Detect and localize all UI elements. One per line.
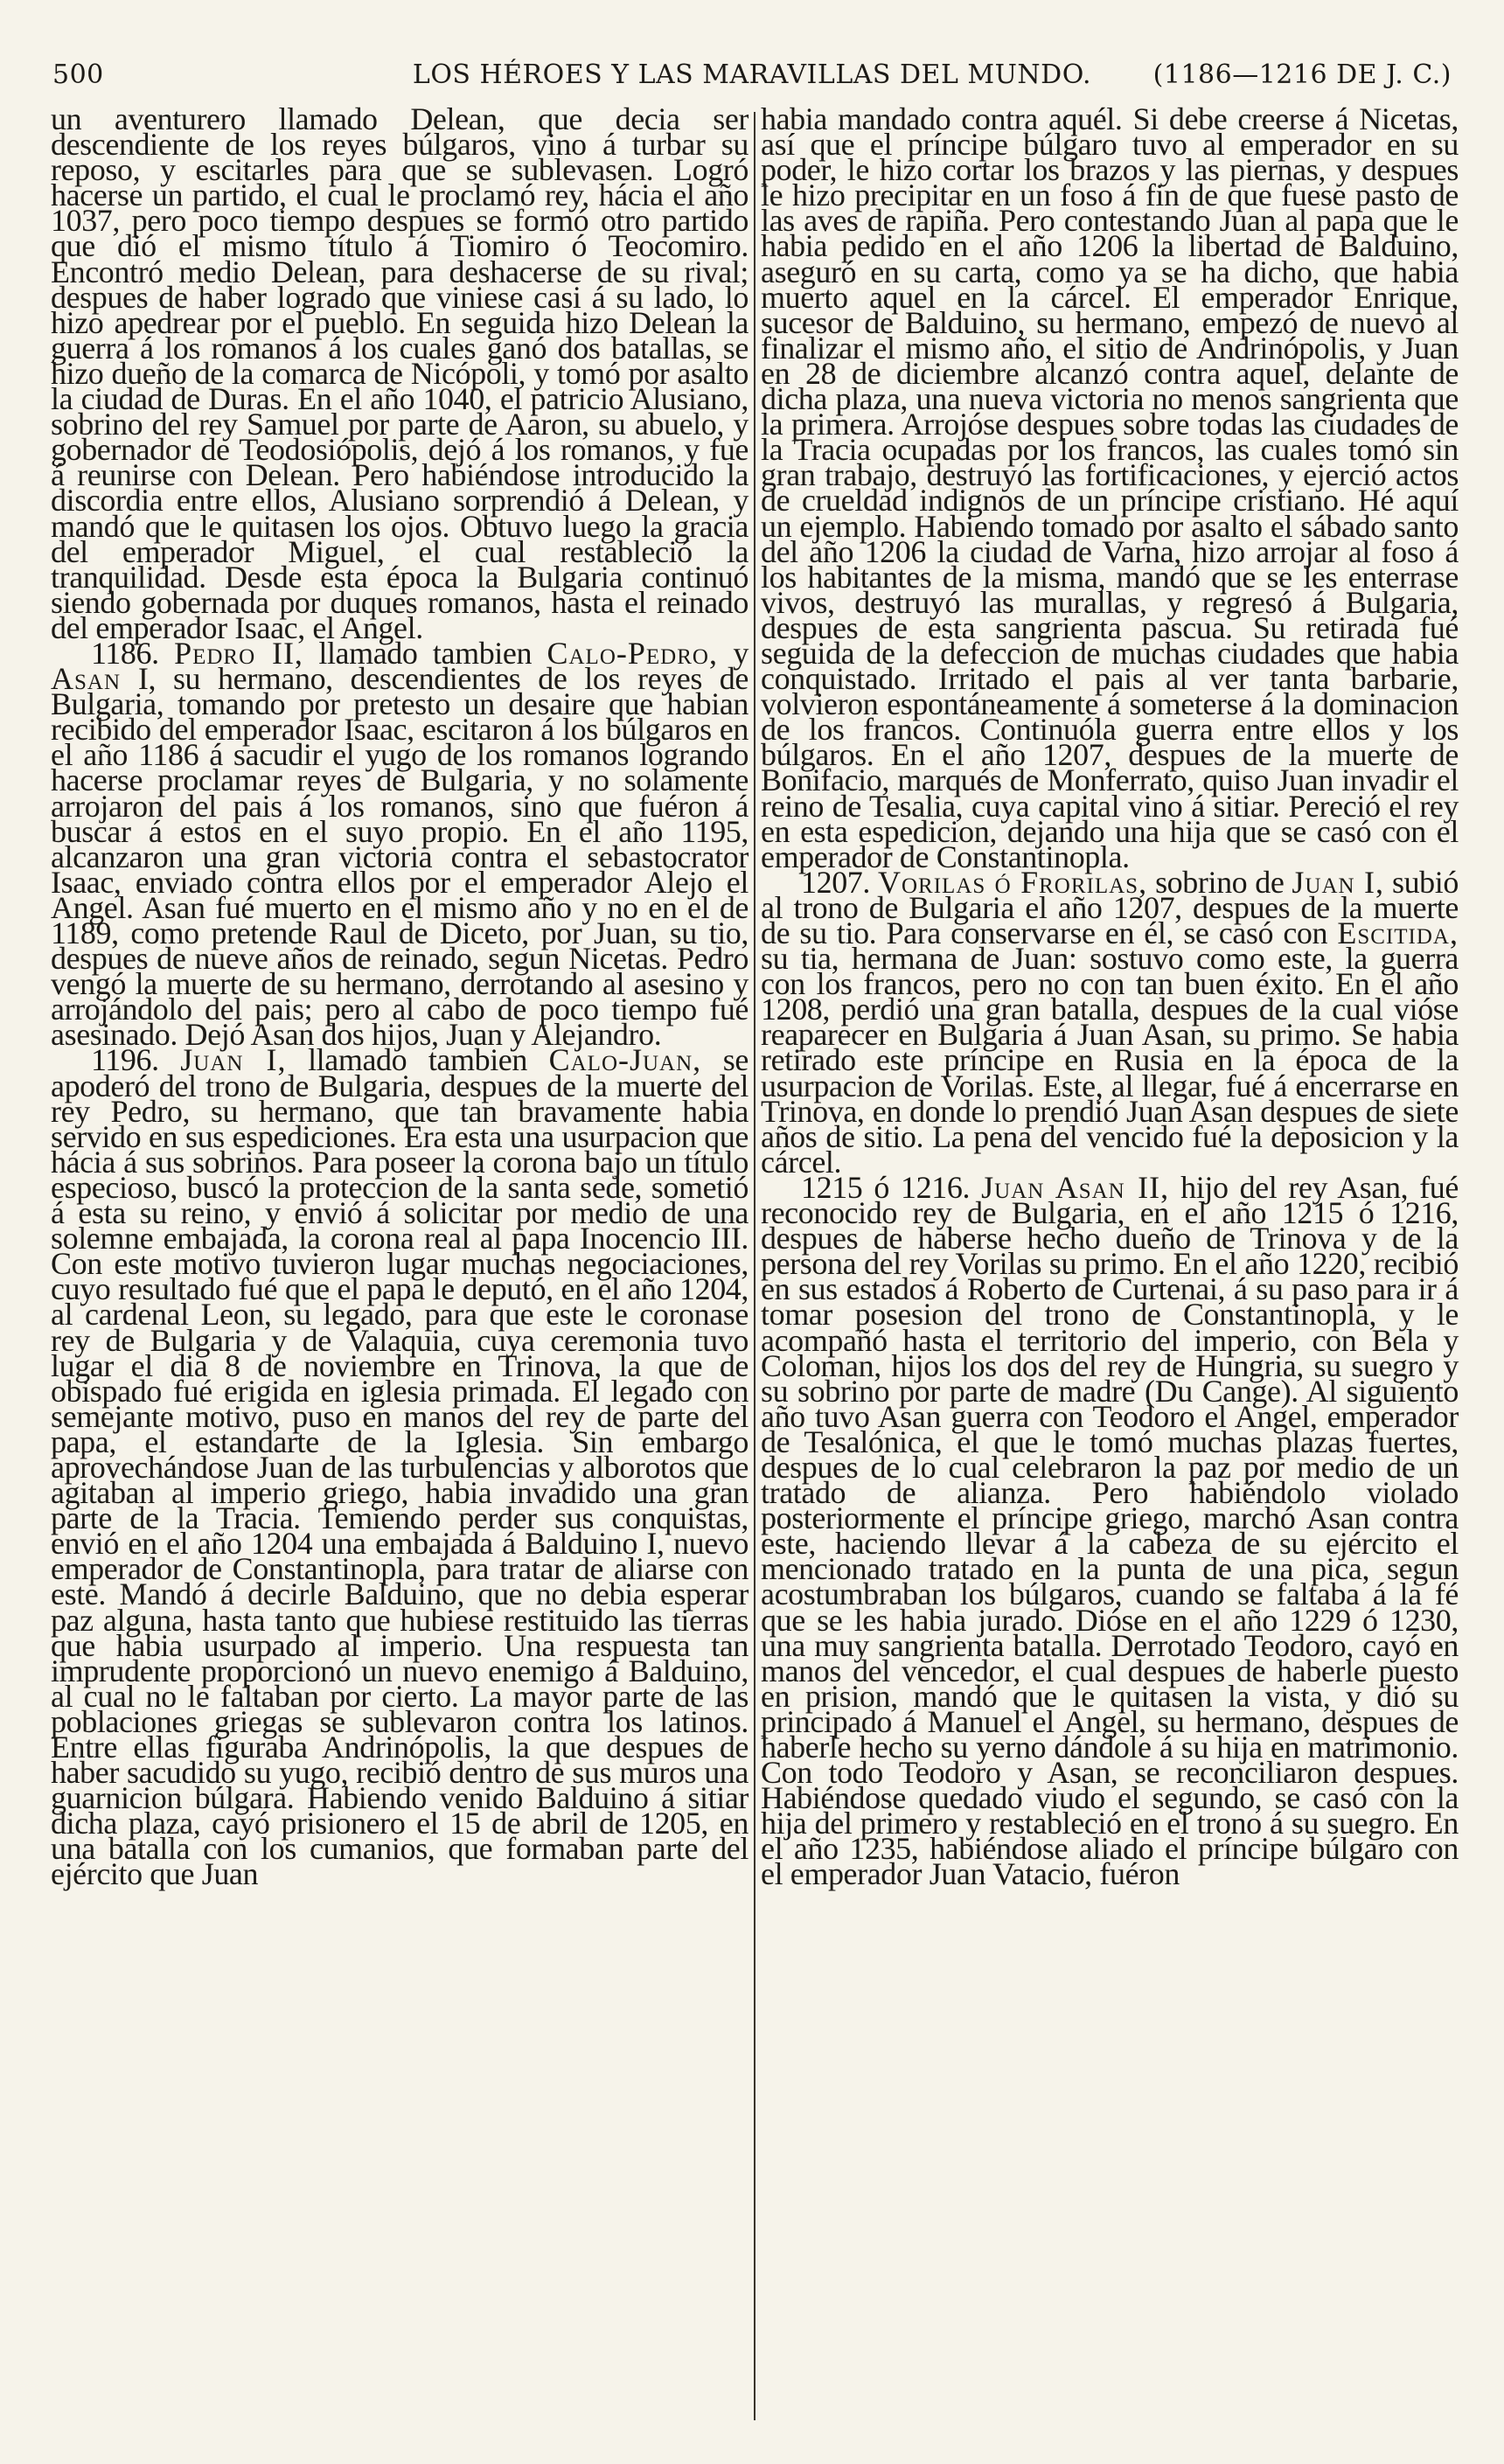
page-number: 500 [52, 59, 104, 90]
ruler-ref: Juan I, [1292, 864, 1384, 900]
entry-text: I, su hermano, descendientes de los reyes de Bulgaria, tomando por pretesto un desaire que habian recibido del emperador Isaac, escitaron á los búlgaros en el año 1186 á sacudir el yugo de los romanos logrando hacerse proclamar reyes de Bulgaria, y no solamente arrojaron del pais á los romanos, sino que fuéron á buscar á estos en el suyo propio. En el año 1195, alcanzaron una gran victoria contra el sebastocrator Isaac, enviado contra ellos por el emperador Alejo el Angel. Asan fué muerto en el mismo año y no en el de 1189, como pretende Raul de Diceto, por Juan, su tio, despues de nueve años de reinado, segun Nicetas. Pedro vengó la muerte de su hermano, derrotando al asesino y arrojándolo del pais; pero al cabo de poco tiempo fué asesinado. Dejó Asan dos hijos, Juan y Alejandro. [51, 661, 749, 1053]
entry-connector: llamado tambien [318, 635, 533, 671]
entry-text: hijo del rey Asan, fué reconocido rey de Bulgaria, en el año 1215 ó 1216, despues de haberse hecho dueño de Trinova y de la persona del rey Vorilas su primo. En el año 1220, recibió en sus estados á Roberto de Curtenai, á su paso para ir á tomar posesion del trono de Constantinopla, y le acompañó hasta el territorio del imperio, con Bela y Coloman, hijos los dos del rey de Hungria, su suegro y su sobrino por parte de madre (Du Cange). Al siguiento año tuvo Asan guerra con Teodoro el Angel, emperador de Tesalónica, el que le tomó muchas plazas fuertes, despues de lo cual celebraron la paz por medio de un tratado de alianza. Pero habiéndolo violado posteriormente el príncipe griego, marchó Asan contra este, haciendo llevar á la cabeza de su ejército el mencionado tratado en la punta de una pica, segun acostumbraban los búlgaros, cuando se faltaba á la fé que se les habia jurado. Dióse en el año 1229 ó 1230, una muy sangrienta batalla. Derrotado Teodoro, cayó en manos del vencedor, el cual despues de haberle puesto en prision, mandó que le quitasen la vista, y dió su principado á Manuel el Angel, su hermano, despues de haberle hecho su yerno dándole á su hija en matrimonio. Con todo Teodoro y Asan, se reconciliaron despues. Habiéndose quedado viudo el segundo, se casó con la hija del primero y restableció en el trono á su suegro. En el año 1235, habiéndose aliado el príncipe búlgaro con el emperador Juan Vatacio, fuéron [761, 1169, 1459, 1892]
left-column [51, 101, 749, 1892]
entry-year: 1196. [91, 1042, 159, 1078]
entry-year: 1215 ó 1216. [801, 1169, 971, 1205]
paragraph-vorilas [761, 864, 1459, 1180]
entry-text: subió al trono de Bulgaria el año 1207, despues de la muerte de su tio. Para conservarse en él, se casó con [761, 864, 1459, 950]
entry-year: 1207. [801, 864, 871, 900]
ruler-alias: Calo-Pedro, [547, 635, 718, 671]
paragraph-continuation: habia mandado contra aquél. Si debe creerse á Nicetas, así que el príncipe búlgaro tuvo al emperador en su poder, le hizo cortar los brazos y las piernas, y despues le hizo precipitar en un foso á fin de que fuese pasto de las aves de rapiña. Pero contestando Juan al papa que le habia pedido en el año 1206 la libertad de Balduino, aseguró en su carta, como ya se ha dicho, que habia muerto aquel en la cárcel. El emperador Enrique, sucesor de Balduino, su hermano, empezó de nuevo al finalizar el mismo año, el sitio de Andrinópolis, y Juan en 28 de diciembre alcanzó contra aquel, delante de dicha plaza, una nueva victoria no menos sangrienta que la primera. Arrojóse despues sobre todas las ciudades de la Tracia ocupadas por los francos, las cuales tomó sin gran trabajo, destruyó las fortificaciones, y ejerció actos de crueldad indignos de un príncipe cristiano. Hé aquí un ejemplo. Habiendo tomado por asalto el sábado santo del año 1206 la ciudad de Varna, hizo arrojar al foso á los habitantes de la misma, mandó que se les enterrase vivos, destruyó las murallas, y regresó á Bulgaria, despues de esta sangrienta pascua. Su retirada fué seguida de la defeccion de muchas ciudades que habia conquistado. Irritado el pais al ver tanta barbarie, volvieron espontáneamente á someterse á la dominacion de los francos. Continuóla guerra entre ellos y los búlgaros. En el año 1207, despues de la muerte de Bonifacio, marqués de Monferrato, quiso Juan invadir el reino de Tesalia, cuya capital vino á sitiar. Pereció el rey en esta espedicion, dejando una hija que se casó con el emperador de Constantinopla. [761, 101, 1459, 874]
person-name: Escitida, [1337, 915, 1459, 950]
ruler-name: Juan Asan II, [981, 1169, 1170, 1205]
entry-connector: llamado tambien [308, 1042, 527, 1078]
paragraph-juan-asan-ii [761, 1169, 1459, 1892]
ruler-name: Vorilas ó Frorilas, [878, 864, 1148, 900]
running-header [52, 59, 1452, 103]
right-column [761, 101, 1459, 1892]
paragraph-pedro-ii [51, 635, 749, 1053]
ruler-name: Asan [51, 661, 122, 697]
entry-connector: sobrino de [1155, 864, 1285, 900]
date-range: (1186—1216 DE J. C.) [1152, 59, 1452, 90]
entry-text: su tia, hermana de Juan: sostuvo como este, la guerra con los francos, pero no con tan buen éxito. En el año 1208, perdió una gran batalla, despues de la cual vióse reaparecer en Bulgaria á Juan Asan, su primo. Se habia retirado este príncipe en Rusia en la época de la usurpacion de Vorilas. Este, al llegar, fué á encerrarse en Trinova, en donde lo prendió Juan Asan despues de siete años de sitio. La pena del vencido fué la deposicion y la cárcel. [761, 941, 1459, 1180]
entry-year: 1186. [91, 635, 159, 671]
ruler-name: Pedro II, [174, 635, 303, 671]
paragraph-juan-i [51, 1042, 749, 1892]
entry-connector: y [733, 635, 749, 671]
entry-text: se apoderó del trono de Bulgaria, despues de la muerte del rey Pedro, su hermano, que tan bravamente habia servido en sus espediciones. Era esta una usurpacion que hácia á sus sobrinos. Para poseer la corona bajo un título especioso, buscó la proteccion de la santa sede, sometió á esta su reino, y envió á solicitar por medio de una solemne embajada, la corona real al papa Inocencio III. Con este motivo tuvieron lugar muchas negociaciones, cuyo resultado fué que el papa le deputó, en el año 1204, al cardenal Leon, su legado, para que este le coronase rey de Bulgaria y de Valaquia, cuya ceremonia tuvo lugar el dia 8 de noviembre en Trinova, la que de obispado fué erigida en iglesia primada. El legado con semejante motivo, puso en manos del rey de parte del papa, el estandarte de la Iglesia. Sin embargo aprovechándose Juan de las turbulencias y alborotos que agitaban al imperio griego, habia invadido una gran parte de la Tracia. Temiendo perder sus conquistas, envió en el año 1204 una embajada á Balduino I, nuevo emperador de Constantinopla, para tratar de aliarse con este. Mandó á decirle Balduino, que no debia esperar paz alguna, hasta tanto que hubiese restituido las tierras que habia usurpado al imperio. Una respuesta tan imprudente proporcionó un nuevo enemigo á Balduino, al cual no le faltaban por cierto. La mayor parte de las poblaciones griegas se sublevaron contra los latinos. Entre ellas figuraba Andrinópolis, la que despues de haber sacudido su yugo, recibió dentro de sus muros una guarnicion búlgara. Habiendo venido Balduino á sitiar dicha plaza, cayó prisionero el 15 de abril de 1205, en una batalla con los cumanios, que formaban parte del ejército que Juan [51, 1042, 749, 1892]
ruler-alias: Calo-Juan, [548, 1042, 702, 1078]
page-title: LOS HÉROES Y LAS MARAVILLAS DEL MUNDO. [412, 59, 1092, 90]
ruler-name: Juan I, [180, 1042, 287, 1078]
column-divider [754, 112, 755, 2420]
paragraph-delean: un aventurero llamado Delean, que decia ser descendiente de los reyes búlgaros, vino á turbar su reposo, y escitarles para que se sublevasen. Logró hacerse un partido, el cual le proclamó rey, hácia el año 1037, pero poco tiempo despues se formó otro partido que dió el mismo título á Tiomiro ó Teocomiro. Encontró medio Delean, para deshacerse de su rival; despues de haber logrado que viniese casi á su lado, lo hizo apedrear por el pueblo. En seguida hizo Delean la guerra á los romanos á los cuales ganó dos batallas, se hizo dueño de la comarca de Nicópoli, y tomó por asalto la ciudad de Duras. En el año 1040, el patricio Alusiano, sobrino del rey Samuel por parte de Aaron, su abuelo, y gobernador de Teodosiópolis, dejó á los romanos, y fue á reunirse con Delean. Pero habiéndose introducido la discordia entre ellos, Alusiano sorprendió á Delean, y mandó que le quitasen los ojos. Obtuvo luego la gracia del emperador Miguel, el cual restableció la tranquilidad. Desde esta época la Bulgaria continuó siendo gobernada por duques romanos, hasta el reinado del emperador Isaac, el Angel. [51, 101, 749, 645]
